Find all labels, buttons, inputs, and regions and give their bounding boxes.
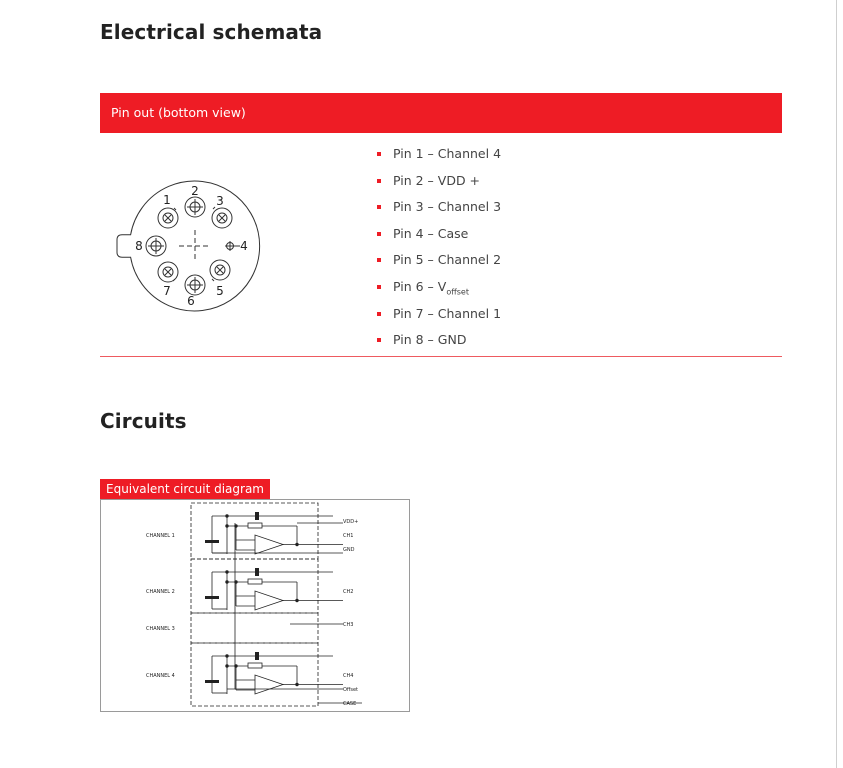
section-title-electrical: Electrical schemata <box>100 20 323 44</box>
pin-list-item <box>377 277 501 304</box>
channel-1-circuit <box>205 512 343 554</box>
ch1-label: CH1 <box>343 533 354 539</box>
channel-1-boundary <box>191 503 318 559</box>
pin-list-item <box>377 304 501 331</box>
pin-label: Pin 1 – Channel 4 <box>393 146 502 161</box>
case-label: CASE <box>343 701 357 707</box>
pinout-diagram <box>100 133 280 313</box>
pin-label: Pin 7 – Channel 1 <box>393 305 502 321</box>
channel-4-label: CHANNEL 4 <box>146 673 175 679</box>
gnd-label: GND <box>343 547 355 553</box>
channel-1-label: CHANNEL 1 <box>146 533 175 539</box>
section-title-circuits: Circuits <box>100 409 187 433</box>
pin-label: Pin 2 – VDD + <box>393 172 481 188</box>
channel-4-boundary <box>191 643 318 706</box>
bullet-icon <box>377 338 381 342</box>
offset-label: Offset <box>343 687 359 693</box>
pin-number-5: 5 <box>216 284 224 298</box>
bullet-icon <box>377 232 381 236</box>
pin-label: Pin 8 – GND <box>393 332 467 348</box>
pin-label: Pin 3 – Channel 3 <box>393 199 502 215</box>
pin-5-symbol <box>210 260 230 280</box>
pin-list-item <box>377 330 501 357</box>
pin-number-3: 3 <box>216 194 224 208</box>
bullet-icon <box>377 152 381 156</box>
channel-3-boundary <box>191 613 318 643</box>
pin-list <box>377 144 501 357</box>
pin-label: Pin 5 – Channel 2 <box>393 252 502 268</box>
circuit-diagram-tab-label: Equivalent circuit diagram <box>106 482 264 496</box>
channel-2-circuit <box>205 568 343 610</box>
channel-4-circuit <box>205 652 343 694</box>
pin-list-item <box>377 224 501 251</box>
pin-number-2: 2 <box>191 184 199 198</box>
channel-2-boundary <box>191 559 318 613</box>
equivalent-circuit-diagram <box>100 499 410 712</box>
pinout-header-label: Pin out (bottom view) <box>111 105 246 120</box>
pin-label: Pin 4 – Case <box>393 225 469 241</box>
pin-2-symbol <box>185 197 205 217</box>
pin-number-7: 7 <box>163 284 171 298</box>
pin-label: Pin 6 – V <box>393 278 447 294</box>
pinout-header-bar <box>100 93 782 133</box>
pin-number-1: 1 <box>163 193 171 207</box>
pin-number-6: 6 <box>187 294 195 308</box>
bullet-icon <box>377 258 381 262</box>
ch3-label: CH3 <box>343 622 354 628</box>
pin-6-symbol <box>185 275 205 295</box>
page-edge-line <box>836 0 837 768</box>
channel-2-label: CHANNEL 2 <box>146 589 175 595</box>
bullet-icon <box>377 205 381 209</box>
pin-4-symbol <box>225 241 240 251</box>
vdd-label: VDD+ <box>343 519 359 525</box>
pin-3-symbol <box>212 208 232 228</box>
bullet-icon <box>377 312 381 316</box>
pin-list-item <box>377 144 501 171</box>
pin-8-symbol <box>146 236 166 256</box>
pin-list-item <box>377 250 501 277</box>
pin-number-4: 4 <box>240 239 248 253</box>
section-divider <box>100 356 782 357</box>
pin-number-8: 8 <box>135 239 143 253</box>
circuit-diagram-tab <box>100 479 270 499</box>
pin-list-item <box>377 171 501 198</box>
bullet-icon <box>377 285 381 289</box>
pin-list-item <box>377 197 501 224</box>
ch2-label: CH2 <box>343 589 354 595</box>
pin-1-symbol <box>158 208 178 228</box>
channel-3-label: CHANNEL 3 <box>146 626 175 632</box>
pin-label-subscript: offset <box>446 287 469 297</box>
bullet-icon <box>377 179 381 183</box>
ch4-label: CH4 <box>343 673 354 679</box>
